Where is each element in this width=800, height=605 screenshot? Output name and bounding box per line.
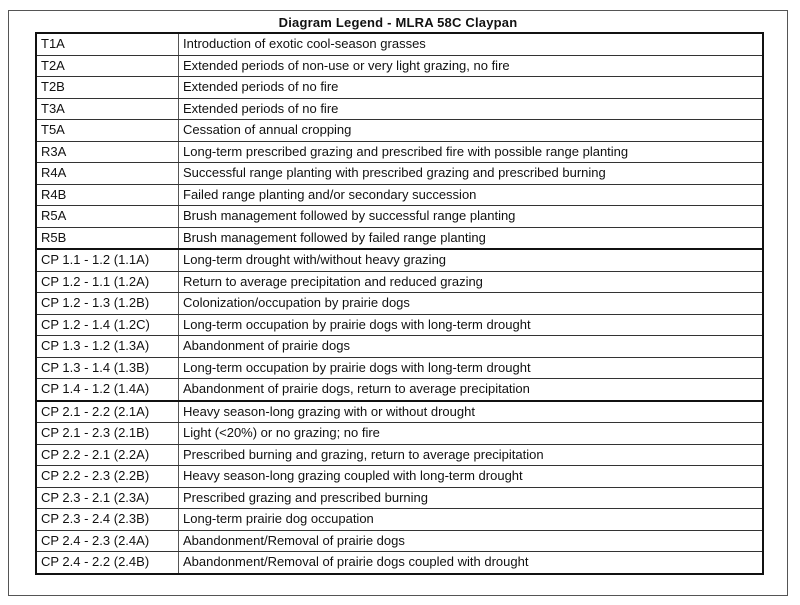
- legend-code: T2B: [36, 77, 179, 99]
- legend-description: Extended periods of non-use or very light grazing, no fire: [179, 55, 764, 77]
- legend-row: [36, 530, 763, 552]
- legend-code: CP 2.1 - 2.3 (2.1B): [36, 423, 179, 445]
- legend-code: CP 1.2 - 1.4 (1.2C): [36, 314, 179, 336]
- legend-title: Diagram Legend - MLRA 58C Claypan: [278, 15, 518, 30]
- legend-code: T5A: [36, 120, 179, 142]
- legend-row: [36, 55, 763, 77]
- legend-code: T3A: [36, 98, 179, 120]
- legend-row: [36, 314, 763, 336]
- legend-description: Extended periods of no fire: [179, 98, 764, 120]
- legend-code: CP 2.3 - 2.1 (2.3A): [36, 487, 179, 509]
- legend-code: T1A: [36, 33, 179, 55]
- legend-description: Abandonment/Removal of prairie dogs coupled with drought: [179, 552, 764, 574]
- legend-description: Long-term occupation by prairie dogs with long-term drought: [179, 357, 764, 379]
- legend-code: CP 2.2 - 2.3 (2.2B): [36, 466, 179, 488]
- legend-row: [36, 249, 763, 271]
- legend-row: [36, 401, 763, 423]
- legend-code: CP 1.3 - 1.2 (1.3A): [36, 336, 179, 358]
- legend-description: Colonization/occupation by prairie dogs: [179, 293, 764, 315]
- legend-description: Abandonment/Removal of prairie dogs: [179, 530, 764, 552]
- legend-row: [36, 33, 763, 55]
- legend-row: [36, 423, 763, 445]
- legend-row: [36, 141, 763, 163]
- legend-description: Long-term prescribed grazing and prescribed fire with possible range planting: [179, 141, 764, 163]
- legend-table-body: [36, 33, 763, 574]
- legend-description: Prescribed burning and grazing, return to average precipitation: [179, 444, 764, 466]
- legend-row: [36, 509, 763, 531]
- legend-code: CP 2.2 - 2.1 (2.2A): [36, 444, 179, 466]
- legend-code: R4B: [36, 184, 179, 206]
- legend-row: [36, 293, 763, 315]
- legend-row: [36, 357, 763, 379]
- legend-code: R5A: [36, 206, 179, 228]
- legend-description: Extended periods of no fire: [179, 77, 764, 99]
- legend-code: CP 2.1 - 2.2 (2.1A): [36, 401, 179, 423]
- legend-code: CP 2.4 - 2.2 (2.4B): [36, 552, 179, 574]
- legend-description: Introduction of exotic cool-season grasses: [179, 33, 764, 55]
- legend-description: Prescribed grazing and prescribed burning: [179, 487, 764, 509]
- legend-code: CP 1.1 - 1.2 (1.1A): [36, 249, 179, 271]
- legend-code: CP 1.4 - 1.2 (1.4A): [36, 379, 179, 401]
- legend-row: [36, 77, 763, 99]
- legend-description: Return to average precipitation and reduced grazing: [179, 271, 764, 293]
- legend-table: [35, 32, 764, 575]
- legend-description: Brush management followed by failed range planting: [179, 227, 764, 249]
- legend-description: Brush management followed by successful range planting: [179, 206, 764, 228]
- legend-row: [36, 163, 763, 185]
- legend-description: Long-term occupation by prairie dogs with long-term drought: [179, 314, 764, 336]
- legend-row: [36, 227, 763, 249]
- legend-code: T2A: [36, 55, 179, 77]
- legend-description: Heavy season-long grazing with or without drought: [179, 401, 764, 423]
- legend-code: R4A: [36, 163, 179, 185]
- legend-description: Failed range planting and/or secondary succession: [179, 184, 764, 206]
- legend-row: [36, 444, 763, 466]
- legend-code: CP 2.3 - 2.4 (2.3B): [36, 509, 179, 531]
- legend-description: Abandonment of prairie dogs: [179, 336, 764, 358]
- legend-code: CP 1.3 - 1.4 (1.3B): [36, 357, 179, 379]
- legend-description: Long-term drought with/without heavy grazing: [179, 249, 764, 271]
- legend-description: Light (<20%) or no grazing; no fire: [179, 423, 764, 445]
- legend-row: [36, 336, 763, 358]
- legend-description: Long-term prairie dog occupation: [179, 509, 764, 531]
- legend-code: CP 2.4 - 2.3 (2.4A): [36, 530, 179, 552]
- legend-code: CP 1.2 - 1.3 (1.2B): [36, 293, 179, 315]
- legend-row: [36, 466, 763, 488]
- legend-row: [36, 206, 763, 228]
- legend-row: [36, 487, 763, 509]
- legend-frame: [8, 10, 788, 596]
- legend-description: Cessation of annual cropping: [179, 120, 764, 142]
- legend-code: CP 1.2 - 1.1 (1.2A): [36, 271, 179, 293]
- legend-row: [36, 379, 763, 401]
- legend-row: [36, 98, 763, 120]
- legend-row: [36, 184, 763, 206]
- legend-row: [36, 552, 763, 574]
- legend-description: Heavy season-long grazing coupled with long-term drought: [179, 466, 764, 488]
- legend-row: [36, 271, 763, 293]
- legend-row: [36, 120, 763, 142]
- legend-description: Successful range planting with prescribed grazing and prescribed burning: [179, 163, 764, 185]
- legend-description: Abandonment of prairie dogs, return to average precipitation: [179, 379, 764, 401]
- legend-code: R5B: [36, 227, 179, 249]
- legend-code: R3A: [36, 141, 179, 163]
